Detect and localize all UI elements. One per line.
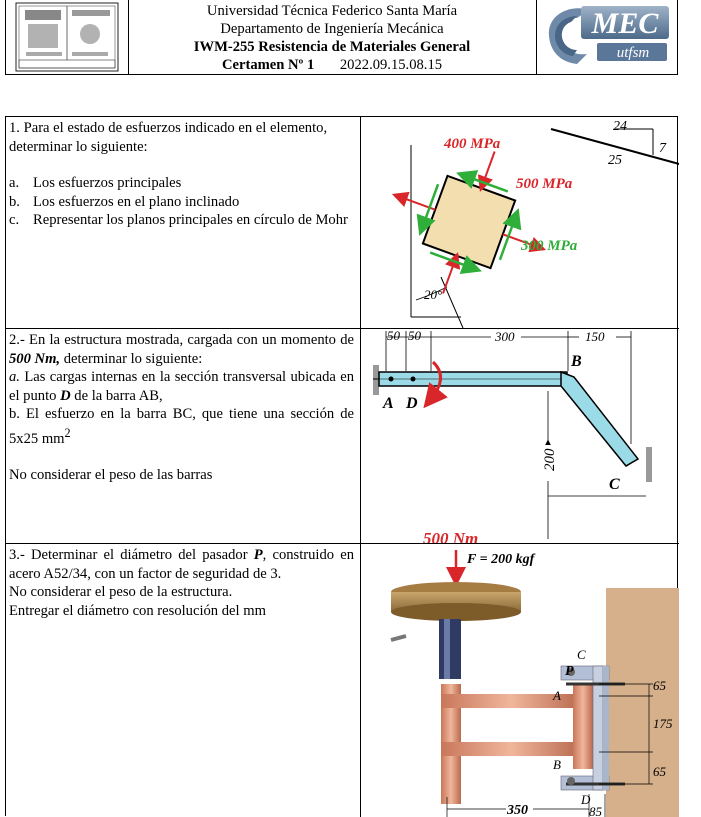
- moment-value: 500 Nm,: [9, 350, 61, 367]
- label-c: C: [577, 647, 586, 662]
- label-b: B: [553, 757, 561, 772]
- problem-2-intro: [9, 331, 354, 368]
- problem-1-item-b: [9, 193, 354, 212]
- problem-1-intro: 1. Para el estado de esfuerzos indicado en el elemento, determinar lo siguiente:: [9, 120, 328, 155]
- university-crest-icon: [6, 0, 128, 74]
- problem-2-note: No considerar el peso de las barras: [9, 467, 213, 484]
- item-text: Los esfuerzos principales: [33, 175, 182, 192]
- slope-run-label: 24: [613, 119, 627, 134]
- dim-label: 50: [387, 329, 400, 343]
- item-marker: b.: [9, 193, 20, 210]
- slope-hyp-label: 25: [608, 153, 622, 168]
- text-span: de la barra AB,: [70, 387, 163, 404]
- problem-1-item-a: [9, 174, 354, 193]
- dim-label: 175: [653, 716, 673, 731]
- problem-1-text: [9, 119, 354, 230]
- text-span: Las cargas internas en la sección transversal ubicada en el punto: [9, 369, 354, 404]
- text-span: b. El esfuerzo en la barra BC, que tiene una sección de 5x25 mm: [9, 406, 354, 447]
- dim-vertical-label: 200: [542, 448, 558, 471]
- stress-top-label: 400 MPa: [444, 136, 501, 152]
- stress-right-label: 500 MPa: [516, 176, 573, 192]
- point-c-label: C: [609, 476, 620, 493]
- exam-header: [5, 0, 678, 75]
- label-a: A: [553, 688, 561, 703]
- mec-logo-icon: [537, 0, 680, 74]
- point-b-label: B: [571, 353, 582, 370]
- pin-structure-figure: [361, 544, 679, 817]
- item-marker: a.: [9, 369, 20, 386]
- course-title: IWM-255 Resistencia de Materiales General: [193, 39, 471, 55]
- exam-code: 2022.09.15.08.15: [339, 57, 443, 73]
- problem-3-text: [9, 546, 354, 620]
- item-marker: a.: [9, 175, 20, 192]
- superscript: 2: [64, 425, 71, 440]
- dim-label: 65: [653, 764, 666, 779]
- problem-2-item-a: [9, 368, 354, 405]
- slope-rise-label: 7: [659, 141, 666, 156]
- problem-3-line-2: No considerar el peso de la estructura.: [9, 584, 233, 601]
- logo-mec-text: MEC: [591, 7, 659, 40]
- item-text: Representar los planos principales en círculo de Mohr: [33, 212, 348, 229]
- angle-label: 20°: [424, 287, 443, 302]
- mec-logo-cell: [536, 0, 680, 74]
- dim-label: 150: [585, 329, 605, 344]
- item-text: Los esfuerzos en el plano inclinado: [33, 193, 240, 210]
- dim-label: 65: [653, 678, 666, 693]
- force-label: F = 200 kgf: [467, 552, 535, 567]
- dim-label: 300: [495, 329, 515, 344]
- logo-utfsm-text: utfsm: [616, 45, 650, 61]
- item-marker: c.: [9, 212, 20, 229]
- structure-figure: [361, 329, 679, 543]
- university-name: Universidad Técnica Federico Santa María: [206, 3, 458, 19]
- stress-element-figure: [361, 117, 679, 328]
- problems-table: [5, 116, 678, 816]
- header-text: [128, 2, 536, 74]
- dim-label: 350: [507, 803, 528, 817]
- stress-shear-label: 300 MPa: [521, 238, 578, 254]
- text-span: 3.- Determinar el diámetro del pasador: [9, 547, 254, 563]
- problem-3-line-3: Entregar el diámetro con resolución del mm: [9, 602, 266, 619]
- pin-label: P: [253, 547, 263, 563]
- university-logo-cell: [6, 0, 129, 74]
- text-span: 2.- En la estructura mostrada, cargada con un momento de: [9, 332, 354, 348]
- stress-element: [370, 125, 568, 320]
- label-d: D: [581, 792, 591, 807]
- moment-label: 500 Nm: [423, 529, 479, 543]
- dim-label: 85: [589, 804, 602, 817]
- dim-label: 50: [408, 329, 421, 343]
- problem-1-item-c: [9, 211, 354, 230]
- exam-title: Certamen Nº 1: [221, 57, 315, 73]
- problem-2-item-b: [9, 405, 354, 448]
- text-span: , construido en acero A52/34, con un factor de seguridad de 3.: [9, 547, 354, 582]
- problem-3-intro: [9, 546, 354, 583]
- point-label: D: [60, 387, 71, 404]
- point-a-label: A: [383, 395, 394, 412]
- point-d-label: D: [406, 395, 418, 412]
- text-span: determinar lo siguiente:: [60, 350, 203, 367]
- department-name: Departamento de Ingeniería Mecánica: [220, 21, 444, 37]
- label-p: P: [565, 664, 574, 679]
- problem-2-text: [9, 331, 354, 485]
